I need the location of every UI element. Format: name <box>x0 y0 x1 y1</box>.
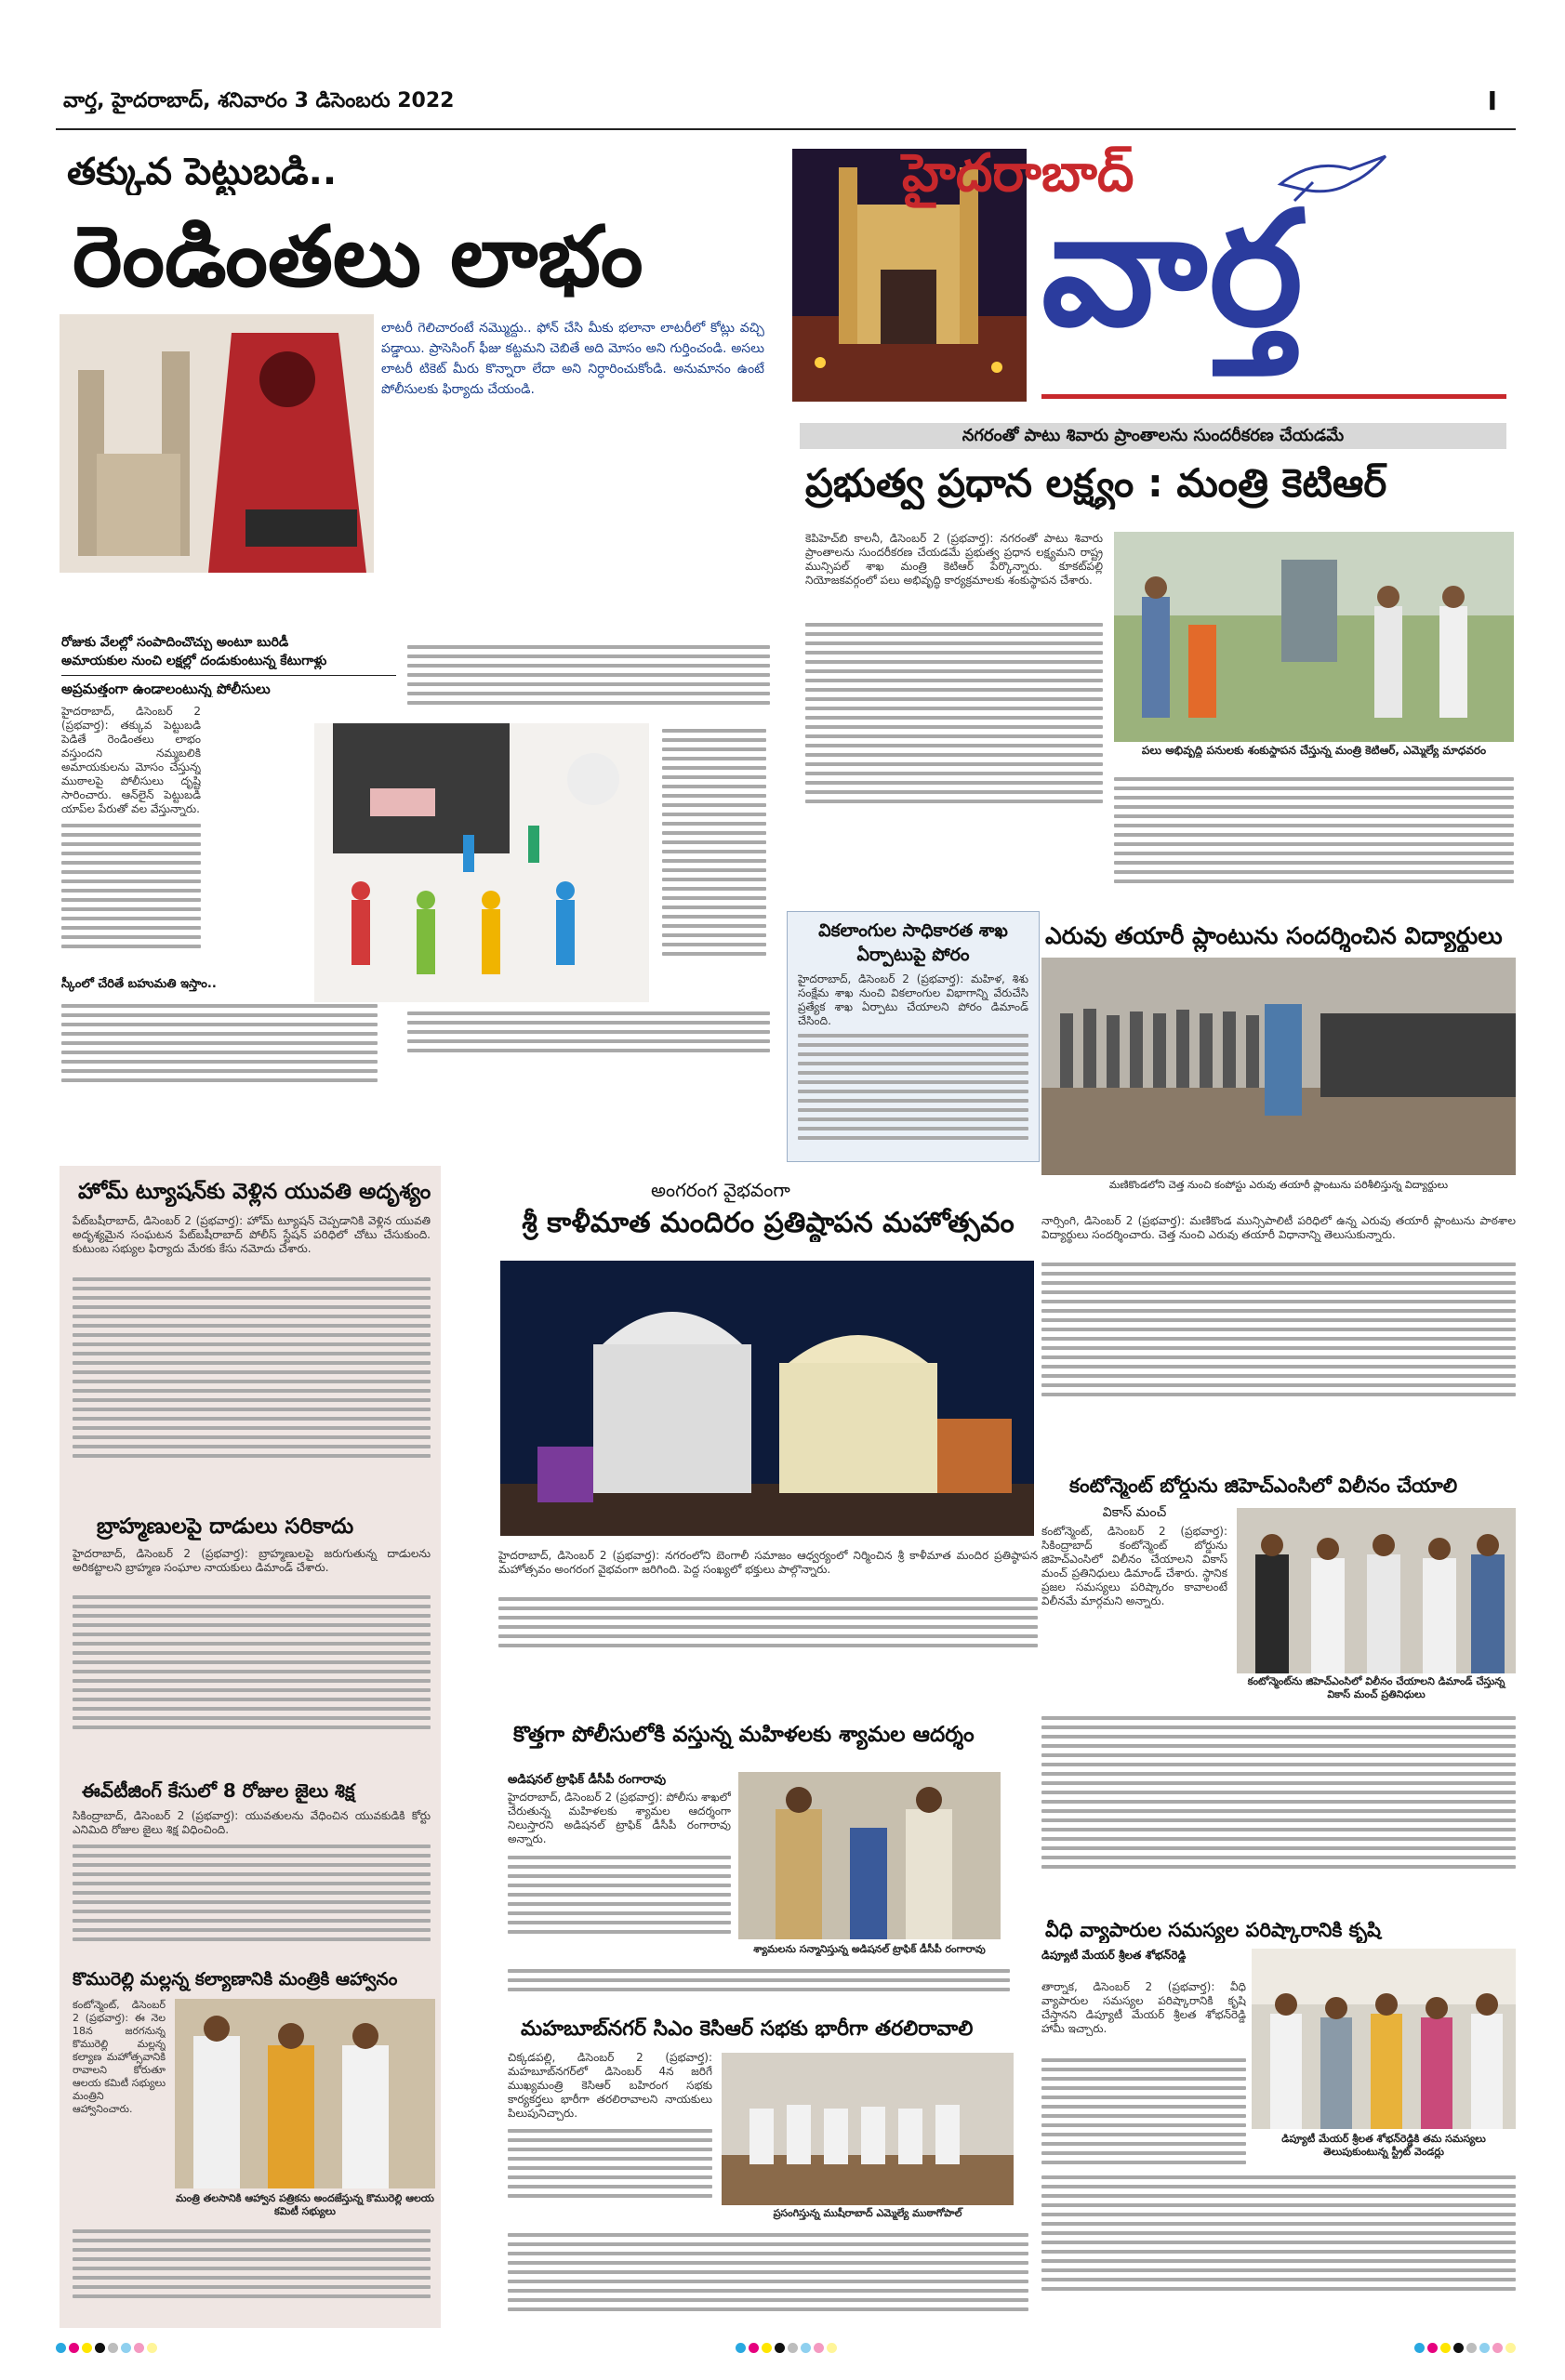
vendors-headline: వీధి వ్యాపారుల సమస్యల పరిష్కారానికి కృషి <box>1045 1919 1381 1941</box>
registration-dot <box>56 2343 66 2353</box>
compost-photo-caption: మణికొండలోని చెత్త నుంచి కంపోస్టు ఎరువు తయారీ ప్లాంటును పరిశీలిస్తున్న విద్యార్థులు <box>1108 1179 1449 1191</box>
disability-body-lines <box>798 1028 1028 1145</box>
charminar-hacker-illustration <box>60 314 374 573</box>
registration-dot <box>827 2343 837 2353</box>
cantonment-photo-caption: కంటోన్మెంట్‌ను జిహెచ్ఎంసిలో విలీనం చేయాలని డిమాండ్ చేస్తున్న వికాస్ మంచ్ ప్రతినిధులు <box>1247 1675 1505 1700</box>
kcr-body-lines-2 <box>508 2228 1028 2317</box>
registration-dot <box>1466 2343 1477 2353</box>
registration-dot <box>147 2343 157 2353</box>
disability-headline: వికలాంగుల సాధికారత శాఖ ఏర్పాటుపై పోరం <box>818 920 1008 965</box>
ktr-body-lines-2 <box>1114 772 1514 889</box>
registration-dot <box>775 2343 785 2353</box>
vendors-photo-caption: డిప్యూటీ మేయర్ శ్రీలత శోభన్‌రెడ్డికి తమ సమస్యలు తెలుపుకుంటున్న స్ట్రీట్ వెండర్లు <box>1281 2133 1486 2158</box>
ktr-headline: ప్రభుత్వ ప్రధాన లక్ష్యం : మంత్రి కెటిఆర్ <box>805 460 1387 506</box>
wedding-headline: కొమురెల్లి మల్లన్న కల్యాణానికి మంత్రికి ఆహ్వానం <box>73 1969 398 1990</box>
registration-dot <box>1440 2343 1451 2353</box>
homeworker-body-lines <box>73 1272 431 1463</box>
temple-body: హైదరాబాద్, డిసెంబర్ 2 (ప్రభవార్త): నగరంలోని బెంగాలీ సమాజం ఆధ్వర్యంలో నిర్మించిన శ్రీ కాళీమాత మందిర ప్రతిష్ఠాపన మహోత్సవం అంగరంగ వైభవంగా జరిగింది. పెద్ద సంఖ్యలో భక్తులు పాల్గొన్నారు. <box>498 1549 1038 1576</box>
page-header <box>56 86 1516 119</box>
wedding-body-lines <box>73 2224 431 2304</box>
temple-body-lines <box>498 1592 1038 1653</box>
registration-dot <box>1427 2343 1438 2353</box>
masthead-kicker: హైదరాబాద్ <box>902 143 1134 204</box>
page-marker: I <box>1487 86 1497 116</box>
ktr-body: కెపిహెచ్‌బి కాలనీ, డిసెంబర్ 2 (ప్రభవార్త): నగరంతో పాటు శివారు ప్రాంతాలను సుందరీకరణ చేయడమే ప్రభుత్వ ప్రధాన లక్ష్యమని రాష్ట్ర మున్సిపల్ శాఖ మంత్రి కెటిఆర్ పేర్కొన్నారు. కూకట్‌పల్లి నియోజకవర్గంలో పలు అభివృద్ధి కార్యక్రమాలకు శంకుస్థాపన చేశారు. <box>805 532 1103 587</box>
registration-bar <box>56 2343 1516 2358</box>
ktr-photo-caption: పలు అభివృద్ధి పనులకు శంకుస్థాపన చేస్తున్న మంత్రి కెటిఆర్, ఎమ్మెల్యే మాధవరం <box>1141 744 1487 757</box>
temple-kicker: అంగరంగ వైభవంగా <box>651 1179 790 1201</box>
registration-dot <box>82 2343 92 2353</box>
vendors-body-lines <box>1041 2053 1246 2170</box>
registration-dot <box>121 2343 131 2353</box>
cantonment-body: కంటోన్మెంట్, డిసెంబర్ 2 (ప్రభవార్త): సికింద్రాబాద్ కంటోన్మెంట్ బోర్డును జిహెచ్ఎంసిలో విలీనం చేయాలని వికాస్ మంచ్ ప్రతినిధులు డిమాండ్ చేశారు. స్థానిక ప్రజల సమస్యలు పరిష్కారం కావాలంటే విలీనమే మార్గమని అన్నారు. <box>1041 1525 1227 1607</box>
lead-rule <box>61 675 396 676</box>
lead-body-col1: హైదరాబాద్, డిసెంబర్ 2 (ప్రభవార్త): తక్కువ పెట్టుబడి పెడితే రెండింతలు లాభం వస్తుందని నమ్మబలికి అమాయకులను మోసం చేస్తున్న ముఠాలపై పోలీసులు దృష్టి సారించారు. ఆన్‌లైన్ పెట్టుబడి యాప్‌ల పేరుతో వల వేస్తున్నారు. <box>61 705 201 815</box>
registration-dot <box>95 2343 105 2353</box>
lead-photo <box>60 314 374 573</box>
brahmins-body-lines <box>73 1590 431 1735</box>
masthead-title: వార్త <box>1041 178 1305 362</box>
lead-headline: రెండింతలు లాభం <box>73 208 643 306</box>
police-subhead: అడిషనల్ ట్రాఫిక్ డీసీపీ రంగారావు <box>508 1773 667 1787</box>
registration-dot <box>736 2343 746 2353</box>
kcr-headline: మహబూబ్‌నగర్ సిఎం కెసిఆర్ సభకు భారీగా తరలిరావాలి <box>521 2017 974 2041</box>
registration-dot <box>1505 2343 1516 2353</box>
police-body-lines <box>508 1850 731 1939</box>
kcr-body-lines <box>508 2123 712 2203</box>
compost-photo <box>1041 958 1516 1175</box>
registration-dot <box>1479 2343 1490 2353</box>
lead-body-col2 <box>407 640 770 723</box>
lead-subhead-3: అప్రమత్తంగా ఉండాలంటున్న పోలీసులు <box>61 681 271 697</box>
lead-intro: లాటరీ గెలిచారంటే నమ్మొద్దు.. ఫోన్ చేసి మీకు భలానా లాటరీలో కోట్లు వచ్చి పడ్డాయి. ప్రాసెసింగ్ ఫీజు కట్టమని చెబితే అది మోసం అని గుర్తించండి. అసలు లాటరీ టికెట్ మీరు కొన్నారా లేదా అని నిర్ధారించుకోండి. అనుమానం ఉంటే పోలీసులకు ఫిర్యాదు చేయండి. <box>381 321 764 397</box>
lead-subhead-1: రోజుకు వేలల్లో సంపాదించొచ్చు అంటూ బురిడీ <box>61 635 289 650</box>
police-photo-caption: శ్యామలను సన్మానిస్తున్న అడిషనల్ ట్రాఫిక్ డీసీపీ రంగారావు <box>753 1943 986 1955</box>
lead-subhead-2: అమాయకుల నుంచి లక్షల్లో దండుకుంటున్న కేటుగాళ్లు <box>61 654 327 668</box>
investment-photo <box>314 723 649 1002</box>
police-body-lines-2 <box>508 1964 1010 1997</box>
registration-dot <box>801 2343 811 2353</box>
vendors-body: తార్నాక, డిసెంబర్ 2 (ప్రభవార్త): వీధి వ్యాపారుల సమస్యల పరిష్కారానికి కృషి చేస్తానని డిప్యూటీ మేయర్ శ్రీలత శోభన్‌రెడ్డి హామీ ఇచ్చారు. <box>1041 1980 1246 2035</box>
kcr-body: చిక్కడపల్లి, డిసెంబర్ 2 (ప్రభవార్త): మహబూబ్‌నగర్‌లో డిసెంబర్ 4న జరిగే ముఖ్యమంత్రి కెసిఆర్ బహిరంగ సభకు కార్యకర్తలు భారీగా తరలిరావాలని నాయకులు పిలుపునిచ్చారు. <box>508 2051 712 2120</box>
lead-body-lines-2 <box>61 998 378 1088</box>
registration-dot <box>108 2343 118 2353</box>
eveteasing-body: సికింద్రాబాద్, డిసెంబర్ 2 (ప్రభవార్త): యువతులను వేధించిన యువకుడికి కోర్టు ఎనిమిది రోజుల జైలు శిక్ష విధించింది. <box>73 1809 431 1836</box>
wedding-photo <box>175 1999 435 2188</box>
compost-body-lines <box>1041 1257 1516 1402</box>
cantonment-subhead: వికాస్ మంచ్ <box>1102 1505 1167 1520</box>
masthead-rule <box>1041 394 1506 399</box>
eveteasing-headline: ఈవ్‌టీజింగ్ కేసులో 8 రోజుల జైలు శిక్ష <box>82 1779 355 1802</box>
compost-headline: ఎరువు తయారీ ప్లాంటును సందర్శించిన విద్యార్థులు <box>1045 922 1503 949</box>
registration-dot <box>762 2343 772 2353</box>
police-photo <box>738 1772 1001 1939</box>
cantonment-headline: కంటోన్మెంట్ బోర్డును జిహెచ్ఎంసిలో విలీనం చేయాలి <box>1069 1474 1458 1497</box>
wedding-photo-caption: మంత్రి తలసానికి ఆహ్వాన పత్రికను అందజేస్తున్న కొమురెల్లి ఆలయ కమిటీ సభ్యులు <box>176 2192 434 2217</box>
cantonment-photo <box>1237 1508 1516 1673</box>
eveteasing-body-lines <box>73 1839 431 1947</box>
disability-body: హైదరాబాద్, డిసెంబర్ 2 (ప్రభవార్త): మహిళ, శిశు సంక్షేమ శాఖ నుంచి వికలాంగుల విభాగాన్ని వేరుచేసి ప్రత్యేక శాఖ ఏర్పాటు చేయాలని పోరం డిమాండ్ చేసింది. <box>798 972 1028 1027</box>
registration-dot <box>749 2343 759 2353</box>
registration-dot <box>1414 2343 1425 2353</box>
lead-body-col4 <box>407 1006 770 1058</box>
wedding-body: కంటోన్మెంట్, డిసెంబర్ 2 (ప్రభవార్త): ఈ నెల 18న జరగనున్న కొమురెల్లి మల్లన్న కల్యాణ మహోత్సవానికి రావాలని కోరుతూ ఆలయ కమిటీ సభ్యులు మంత్రిని ఆహ్వానించారు. <box>73 1999 166 2115</box>
ktr-kicker: నగరంతో పాటు శివారు ప్రాంతాలను సుందరీకరణ చేయడమే <box>800 423 1506 449</box>
kcr-photo <box>722 2053 1014 2205</box>
temple-headline: శ్రీ కాళీమాత మందిరం ప్రతిష్ఠాపన మహోత్సవం <box>522 1207 1015 1239</box>
homeworker-body: పేట్‌బషీరాబాద్, డిసెంబర్ 2 (ప్రభవార్త): హోమ్ ట్యూషన్ చెప్పడానికి వెళ్లిన యువతి అదృశ్యమైన సంఘటన పేట్‌బషీరాబాద్ పోలీస్ స్టేషన్ పరిధిలో చోటు చేసుకుంది. కుటుంబ సభ్యుల ఫిర్యాదు మేరకు కేసు నమోదు చేశారు. <box>73 1214 431 1255</box>
lead-subhead-4: స్కీంలో చేరితే బహుమతి ఇస్తాం.. <box>61 977 217 991</box>
registration-dot <box>788 2343 798 2353</box>
registration-dot <box>1492 2343 1503 2353</box>
lead-body-lines-1 <box>61 818 201 954</box>
vendors-subhead: డిప్యూటీ మేయర్ శ్రీలత శోభన్‌రెడ్డి <box>1041 1949 1187 1962</box>
ktr-body-lines <box>805 617 1103 809</box>
registration-dot <box>814 2343 824 2353</box>
homeworker-headline: హోమ్ ట్యూషన్‌కు వెళ్లిన యువతి అదృశ్యం <box>78 1180 431 1204</box>
dateline: వార్త, హైదరాబాద్, శనివారం 3 డిసెంబరు 2022 <box>63 89 455 112</box>
header-rule <box>56 128 1516 130</box>
vendors-body-lines-2 <box>1041 2170 1516 2296</box>
compost-body: నార్సింగి, డిసెంబర్ 2 (ప్రభవార్త): మణికొండ మున్సిపాలిటీ పరిధిలో ఉన్న ఎరువు తయారీ ప్లాంటును పాఠశాల విద్యార్థులు సందర్శించారు. చెత్త నుంచి ఎరువు తయారీ విధానాన్ని తెలుసుకున్నారు. <box>1041 1214 1516 1241</box>
lead-kicker: తక్కువ పెట్టుబడి.. <box>67 151 338 193</box>
registration-dot <box>1453 2343 1464 2353</box>
vendors-photo <box>1252 1949 1516 2129</box>
ktr-photo <box>1114 532 1514 742</box>
registration-dot <box>69 2343 79 2353</box>
registration-marks-right <box>1414 2343 1516 2358</box>
cantonment-body-lines <box>1041 1711 1516 1874</box>
police-headline: కొత్తగా పోలీసులోకి వస్తున్న మహిళలకు శ్యామల ఆదర్శం <box>513 1723 975 1747</box>
registration-marks-left <box>56 2343 157 2358</box>
brahmins-body: హైదరాబాద్, డిసెంబర్ 2 (ప్రభవార్త): బ్రాహ్మణులపై జరుగుతున్న దాడులను అరికట్టాలని బ్రాహ్మణ సంఘాల నాయకులు డిమాండ్ చేశారు. <box>73 1547 431 1574</box>
kcr-photo-caption: ప్రసంగిస్తున్న ముషీరాబాద్ ఎమ్మెల్యే ముఠాగోపాల్ <box>773 2207 962 2219</box>
registration-dot <box>134 2343 144 2353</box>
registration-marks-center <box>736 2343 837 2358</box>
temple-photo <box>500 1261 1034 1536</box>
police-body: హైదరాబాద్, డిసెంబర్ 2 (ప్రభవార్త): పోలీసు శాఖలో చేరుతున్న మహిళలకు శ్యామల ఆదర్శంగా నిలుస్తారని అడిషనల్ ట్రాఫిక్ డీసీపీ రంగారావు అన్నారు. <box>508 1791 731 1845</box>
lead-body-col3 <box>662 723 766 961</box>
brahmins-headline: బ్రాహ్మణులపై దాడులు సరికాదు <box>97 1514 354 1539</box>
